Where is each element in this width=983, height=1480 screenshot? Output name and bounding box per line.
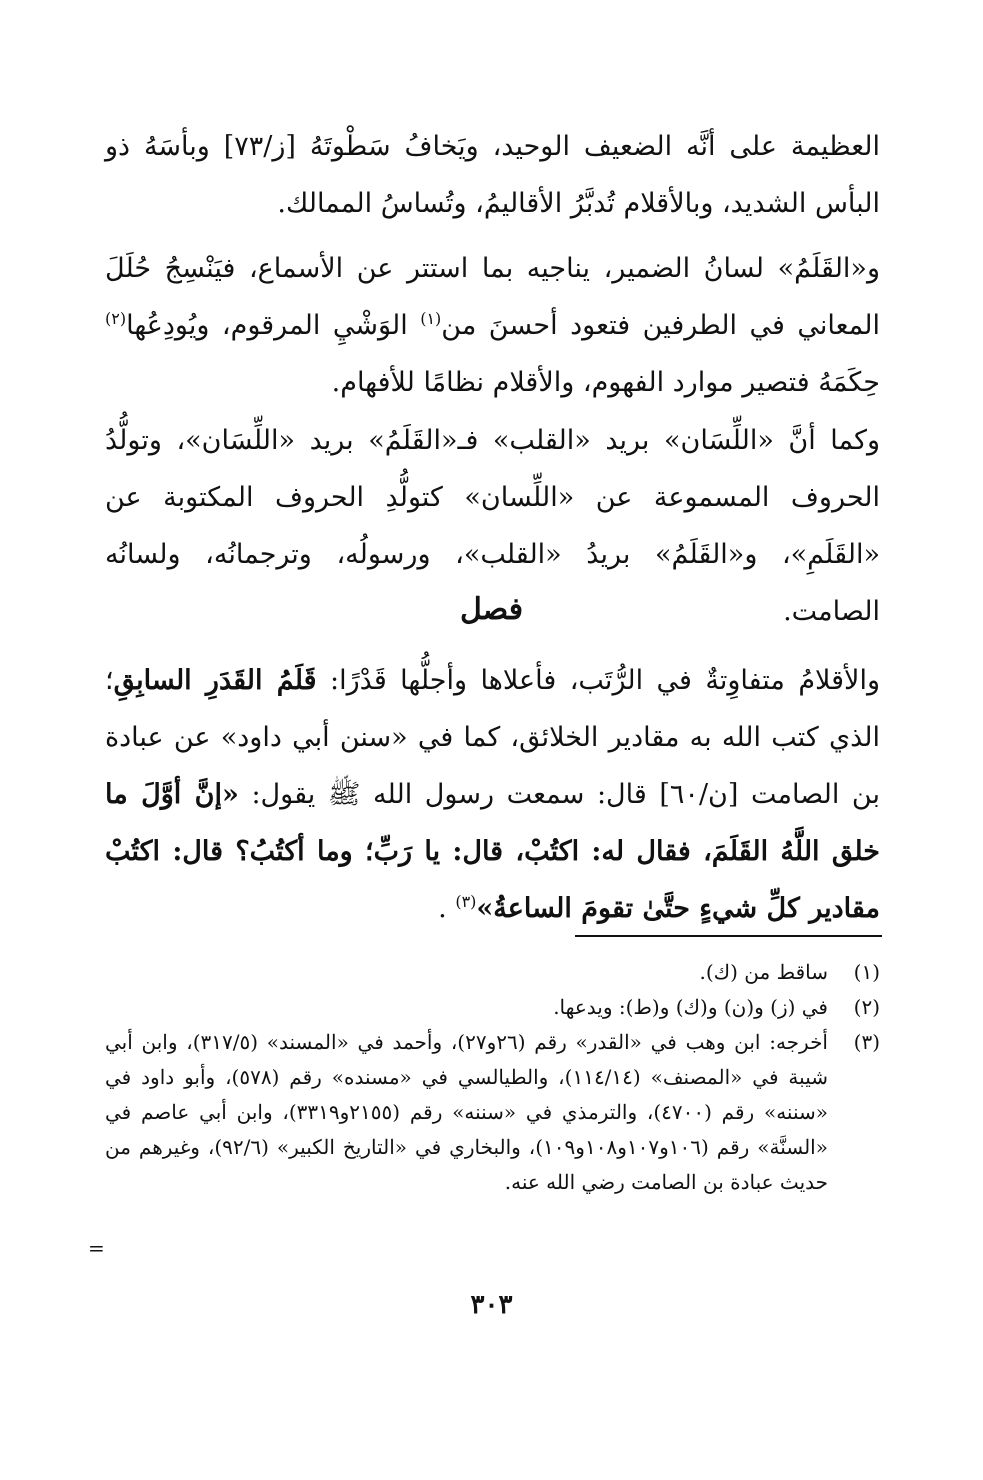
footnotes [105, 955, 880, 1200]
paragraph-1: العظيمة على أنَّه الضعيف الوحيد، ويَخافُ سَطْوتَهُ [ز/٧٣] وبأسَهُ ذو البأس الشديد، وبالأقلام تُدبَّرُ الأقاليمُ، وتُساسُ الممالك. [105, 131, 881, 219]
paragraph-4-intro: والأقلامُ متفاوِتةٌ في الرُّتَب، فأعلاها وأجلُّها قَدْرًا: [316, 665, 880, 696]
footnote-2 [105, 990, 880, 1025]
footnote-number: (٣) [853, 1030, 880, 1054]
footnote-3 [105, 1025, 880, 1200]
pen-of-decree-phrase: قَلَمُ القَدَرِ السابِقِ [113, 665, 317, 696]
footnote-separator [575, 935, 882, 937]
continuation-mark: = [88, 1236, 105, 1260]
paragraph-2-text-start: و«القَلَمُ» لسانُ الضمير، يناجيه بما استتر عن الأسماع، فيَنْسِجُ حُلَلَ المعاني في الطرفين فتعود أحسنَ من [105, 253, 880, 341]
paragraph-3: وكما أنَّ «اللِّسَان» بريد «القلب» فـ«القَلَمُ» بريد «اللِّسَان»، وتولُّدُ الحروف المسموعة عن «اللِّسان» كتولُّدِ الحروف المكتوبة عن «القَلَمِ»، و«القَلَمُ» بريدُ «القلب»، ورسولُه، وترجمانُه، ولسانُه الصامت. [105, 425, 880, 627]
page-number: ٣٠٣ [470, 1290, 513, 1320]
footnote-number: (٢) [853, 995, 880, 1019]
paragraph-4-end: . [438, 893, 456, 924]
paragraph-2-text-middle: الوَشْيِ المرقوم، ويُودِعُها [126, 310, 421, 341]
paragraph-4 [105, 652, 880, 937]
footnote-1 [105, 955, 880, 990]
footnote-text: أخرجه: ابن وهب في «القدر» رقم (٢٦و٢٧)، وأحمد في «المسند» (٣١٧/٥)، وابن أبي شيبة في «المصنف» (١١٤/١٤)، والطيالسي في «مسنده» رقم (٥٧٨)، وأبو داود في «سننه» رقم (٤٧٠٠)، والترمذي في «سننه» رقم (٢١٥٥و٣٣١٩)، وابن أبي عاصم في «السنَّة» رقم (١٠٦و١٠٧و١٠٨و١٠٩)، والبخاري في «التاريخ الكبير» (٩٢/٦)، وغيرهم من حديث عبادة بن الصامت رضي الله عنه. [105, 1030, 828, 1194]
hadith-quote: «إنَّ أوَّلَ ما خلق اللَّهُ القَلَمَ، فقال له: اكتُبْ، قال: يا رَبِّ؛ وما أكتُبُ؟ قال: اكتُبْ مقادير كلِّ شيءٍ حتَّىٰ تقومَ الساعةُ» [105, 779, 880, 924]
footnote-ref-1[interactable]: (١) [420, 309, 442, 328]
footnote-number: (١) [853, 960, 880, 984]
footnote-text: ساقط من (ك). [699, 960, 828, 984]
footnote-text: في (ز) و(ن) و(ك) و(ط): ويدعها. [553, 995, 828, 1019]
section-heading: فصل [459, 592, 524, 627]
paragraph-2-text-end: حِكَمَهُ فتصير موارد الفهوم، والأقلام نظامًا للأفهام. [331, 367, 880, 398]
footnote-ref-3[interactable]: (٣) [455, 892, 477, 911]
footnote-ref-2[interactable]: (٢) [105, 309, 127, 328]
paragraph-4-middle: ؛ الذي كتب الله به مقادير الخلائق، كما في «سنن أبي داود» عن عبادة بن الصامت [ن/٦٠] قال: سمعت رسول الله ﷺ يقول: [105, 665, 880, 810]
paragraph-2 [105, 240, 880, 411]
